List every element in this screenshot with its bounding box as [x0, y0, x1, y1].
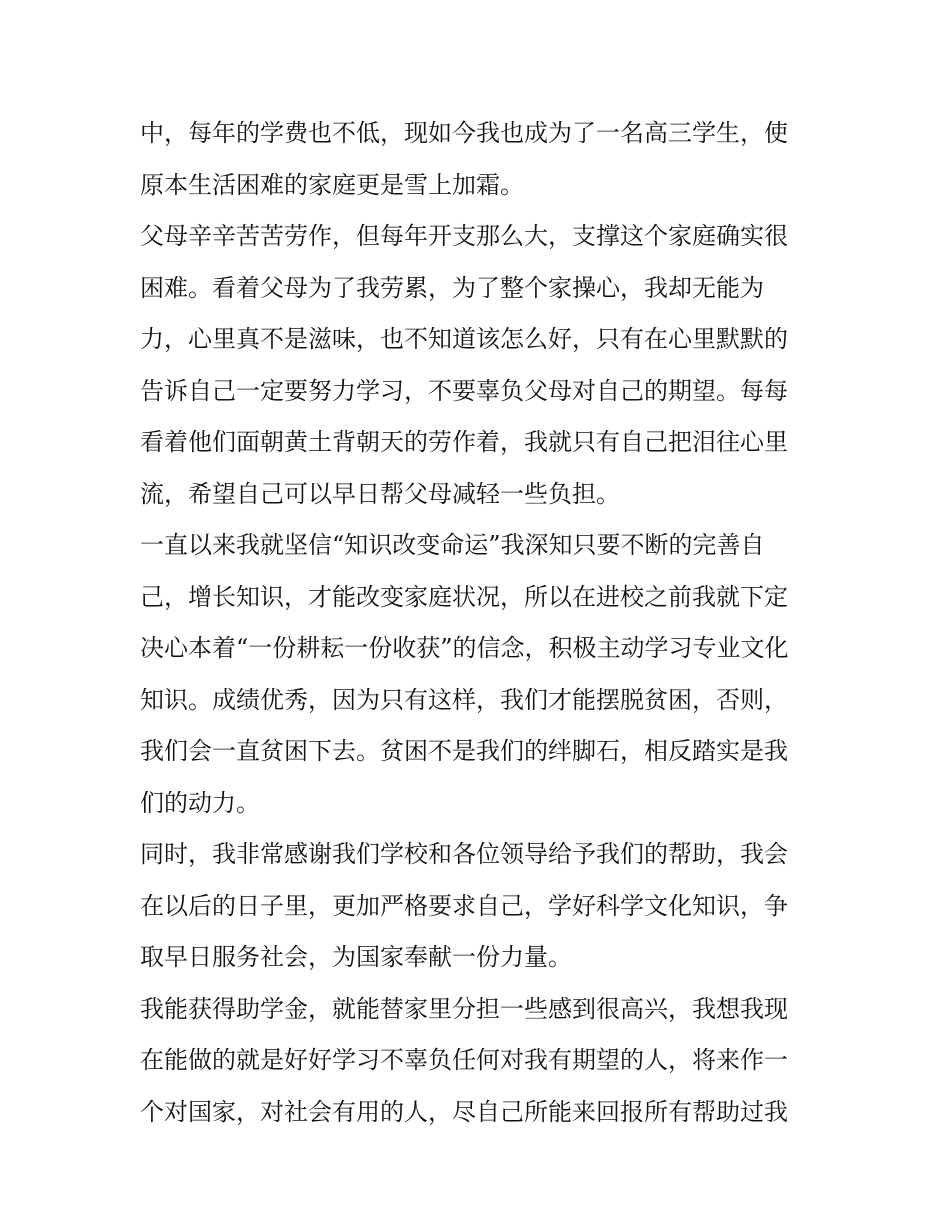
text-line: 们的动力。 — [140, 788, 260, 817]
text-line: 原本生活困难的家庭更是雪上加霜。 — [140, 170, 524, 199]
body-text — [140, 108, 820, 1138]
text-line: 在能做的就是好好学习不辜负任何对我有期望的人，将来作一 — [140, 1046, 788, 1074]
text-line: 知识。成绩优秀，因为只有这样，我们才能摆脱贫困，否则， — [140, 685, 788, 714]
text-line: 我们会一直贫困下去。贫困不是我们的绊脚石，相反踏实是我 — [140, 737, 788, 765]
text-line: 看着他们面朝黄土背朝天的劳作着，我就只有自己把泪往心里 — [140, 428, 788, 456]
text-line: 告诉自己一定要努力学习，不要辜负父母对自己的期望。每每 — [140, 376, 788, 405]
text-line: 力，心里真不是滋味，也不知道该怎么好，只有在心里默默的 — [140, 325, 788, 353]
text-line: 个对国家，对社会有用的人，尽自己所能来回报所有帮助过我 — [140, 1097, 788, 1126]
text-line: 决心本着“一份耕耘一份收获”的信念，积极主动学习专业文化 — [140, 634, 789, 662]
text-line: 己，增长知识，才能改变家庭状况，所以在进校之前我就下定 — [140, 582, 788, 611]
text-line: 我能获得助学金，就能替家里分担一些感到很高兴，我想我现 — [140, 994, 788, 1023]
text-line: 取早日服务社会，为国家奉献一份力量。 — [140, 943, 572, 971]
text-line: 在以后的日子里，更加严格要求自己，学好科学文化知识，争 — [140, 891, 788, 920]
text-line: 一直以来我就坚信“知识改变命运”我深知只要不断的完善自 — [140, 531, 765, 559]
text-line: 流，希望自己可以早日帮父母减轻一些负担。 — [140, 479, 620, 508]
text-line: 中，每年的学费也不低，现如今我也成为了一名高三学生，使 — [140, 119, 788, 147]
text-line: 同时，我非常感谢我们学校和各位领导给予我们的帮助，我会 — [140, 840, 788, 868]
text-line: 困难。看着父母为了我劳累，为了整个家操心，我却无能为 — [140, 273, 764, 302]
text-line: 父母辛辛苦苦劳作，但每年开支那么大，支撑这个家庭确实很 — [140, 222, 788, 250]
